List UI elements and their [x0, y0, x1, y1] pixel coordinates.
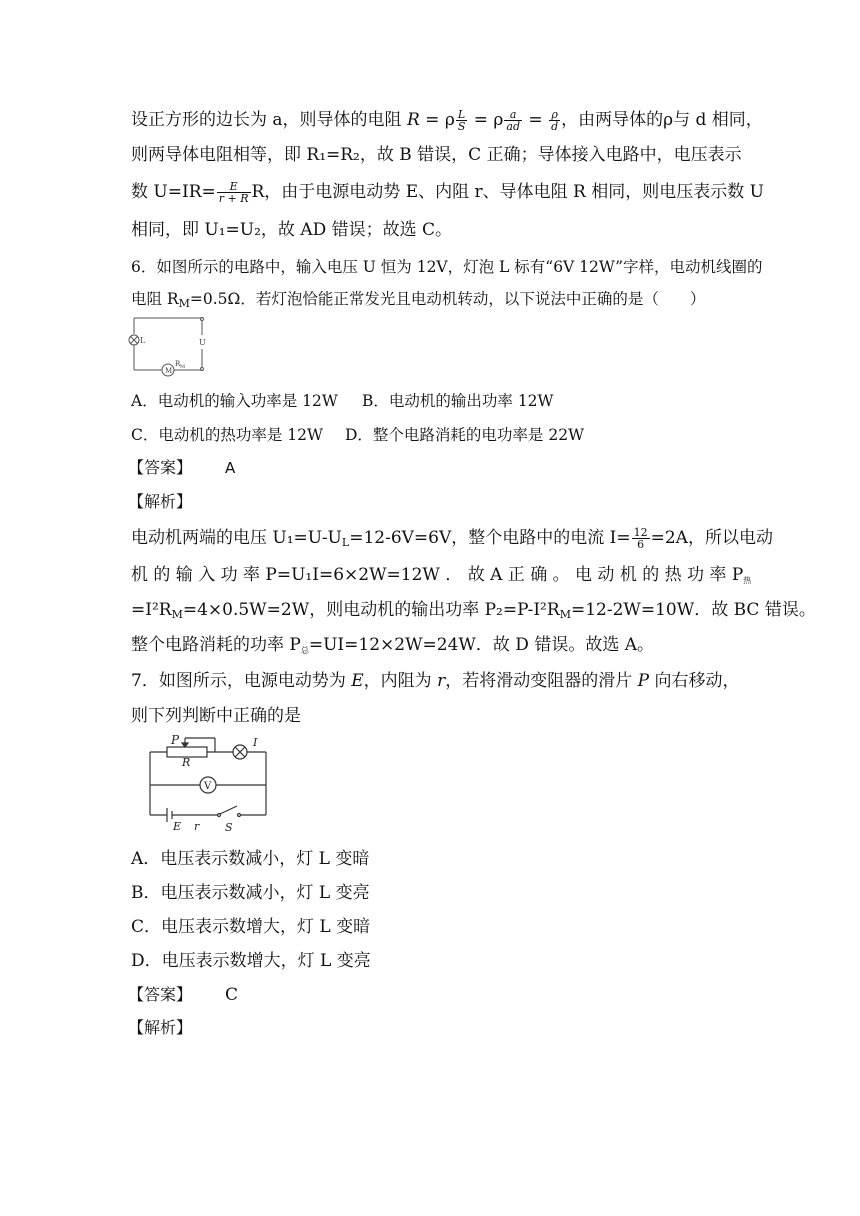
text: = ρ	[468, 110, 504, 130]
denominator: d	[551, 120, 559, 133]
fig-label-I: I	[253, 736, 258, 749]
text: =12-2W=10W．故 BC 错误。	[570, 600, 816, 620]
fraction-E-over-rR	[217, 181, 251, 204]
q7-analysis-label: 【解析】	[128, 1018, 193, 1037]
q7-option-a: A．电压表示数减小，灯 L 变暗	[131, 849, 370, 869]
q6-answer-value: A	[225, 459, 236, 477]
fig-label-RM: R	[175, 360, 181, 368]
text: 机 的 输 入 功 率 P=U₁I=6×2W=12W ． 故 A 正 确 。 电 动 机 的 热 功 率 P	[131, 565, 744, 585]
numerator: L	[456, 109, 468, 121]
q7-circuit-figure	[145, 730, 275, 835]
text: 电动机两端的电压 U₁=U-U	[131, 528, 342, 548]
p1-line-2: 则两导体电阻相等，即 R₁=R₂，故 B 错误，C 正确；导体接入电路中，电压表示	[131, 145, 742, 165]
q6-option-a: A．电动机的输入功率是 12W	[131, 392, 338, 410]
subscript: M	[171, 608, 183, 621]
q6-option-c: C．电动机的热功率是 12W	[131, 426, 323, 444]
text: =I²R	[131, 600, 172, 620]
math-E: E	[351, 671, 364, 691]
text: 整个电路消耗的功率 P	[131, 635, 301, 655]
q6-stem-2	[131, 287, 705, 316]
q7-option-d: D．电压表示数增大，灯 L 变亮	[131, 951, 371, 971]
fraction-rho-over-d	[549, 109, 560, 132]
fig-label-U: U	[199, 338, 206, 347]
p1-line-1	[131, 108, 763, 132]
subscript: M	[178, 297, 190, 310]
q6-option-d: D．整个电路消耗的电功率是 22W	[345, 426, 585, 444]
q6-option-b: B．电动机的输出功率 12W	[362, 392, 554, 410]
denominator: 6	[637, 538, 645, 551]
q7-stem-1	[131, 669, 739, 693]
text: 设正方形的边长为 a，则导体的电阻	[131, 110, 407, 130]
q7-stem-2: 则下列判断中正确的是	[131, 706, 301, 726]
q7-answer-value: C	[225, 985, 239, 1005]
q7-option-b: B．电压表示数减小，灯 L 变亮	[131, 883, 370, 903]
math-r: r	[437, 671, 446, 691]
text: R，由于电源电动势 E、内阻 r、导体电阻 R 相同，则电压表示数 U	[251, 182, 764, 202]
text: = ρ	[419, 110, 455, 130]
text: 7．如图所示，电源电动势为	[131, 671, 352, 691]
text: =	[523, 110, 549, 130]
p1-line-3	[131, 180, 764, 204]
denominator: r + R	[218, 192, 249, 205]
text: ，内阻为	[363, 671, 438, 691]
subscript: M	[559, 608, 571, 621]
text: 数 U=IR=	[131, 182, 216, 202]
fig-label-P: P	[171, 733, 180, 747]
math-R: R	[406, 110, 420, 130]
q7-option-c: C．电压表示数增大，灯 L 变暗	[131, 917, 371, 937]
q6-analysis-line-2	[131, 563, 751, 593]
fraction-L-over-S	[456, 109, 468, 132]
fig-label-S: S	[225, 821, 233, 834]
text: =0.5Ω．若灯泡恰能正常发光且电动机转动，以下说法中正确的是（ ）	[189, 290, 706, 308]
fraction-12-over-6	[632, 527, 650, 550]
text: =12-6V=6V，整个电路中的电流 I=	[349, 528, 631, 548]
q7-answer-label: 【答案】	[128, 985, 193, 1004]
text: 电阻 R	[131, 290, 179, 308]
text: ，若将滑动变阻器的滑片	[445, 671, 638, 691]
fig-label-RM-sub: M	[180, 364, 186, 370]
fraction-a-over-ad	[504, 109, 522, 132]
fig-label-r: r	[194, 820, 200, 833]
subscript: 热	[743, 576, 752, 585]
text: ，由两导体的ρ与 d 相同，	[561, 110, 763, 130]
fig-label-V: V	[204, 781, 212, 792]
text: 向右移动，	[649, 671, 740, 691]
denominator: ad	[506, 120, 521, 133]
q6-analysis-line-1	[131, 526, 773, 555]
fig-label-L: L	[140, 336, 146, 345]
text: =2A，所以电动	[650, 528, 773, 548]
fig-label-R: R	[182, 756, 191, 769]
numerator: a	[504, 109, 522, 121]
numerator: ρ	[549, 109, 560, 121]
denominator: S	[457, 120, 466, 133]
p1-line-4: 相同，即 U₁=U₂，故 AD 错误；故选 C。	[131, 220, 453, 240]
q6-stem-1: 6．如图所示的电路中，输入电压 U 恒为 12V，灯泡 L 标有“6V 12W”字样，电动机线圈的	[131, 258, 763, 276]
q6-analysis-line-4	[131, 633, 654, 663]
math-P: P	[637, 671, 650, 691]
fig-label-E: E	[173, 820, 182, 833]
q6-analysis-line-3	[131, 598, 816, 627]
text: =4×0.5W=2W，则电动机的输出功率 P₂=P-I²R	[182, 600, 560, 620]
q6-circuit-figure	[128, 313, 218, 381]
subscript: 总	[300, 646, 309, 655]
text: =UI=12×2W=24W．故 D 错误。故选 A。	[308, 635, 655, 655]
numerator: 12	[633, 526, 648, 539]
q6-analysis-label: 【解析】	[128, 492, 193, 511]
fig-label-M: M	[165, 367, 173, 375]
subscript: L	[341, 536, 350, 549]
q6-answer-label: 【答案】	[128, 458, 193, 477]
numerator: E	[217, 181, 251, 193]
